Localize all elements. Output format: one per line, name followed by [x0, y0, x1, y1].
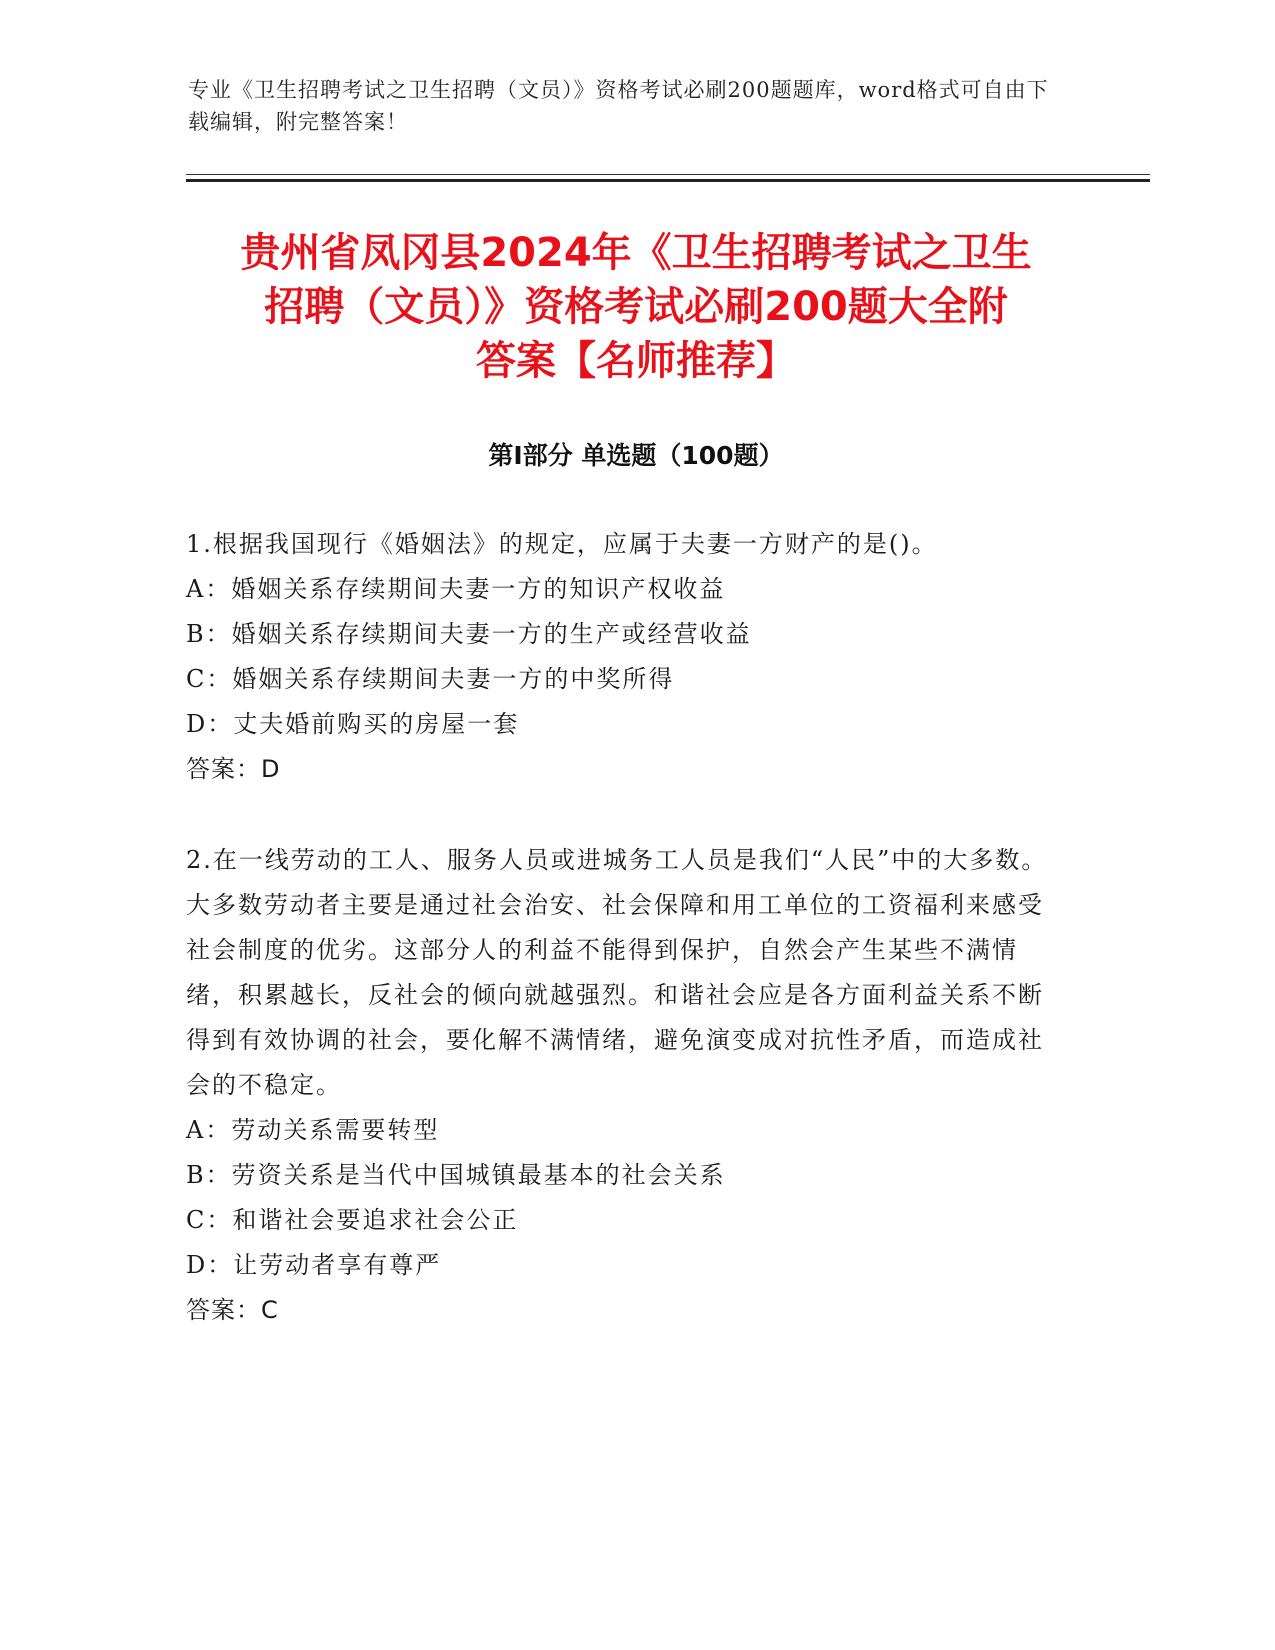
option-d: D：丈夫婚前购买的房屋一套 [186, 710, 520, 738]
section-title: 第Ⅰ部分 单选题（100题） [488, 441, 784, 470]
question-stem: 1.根据我国现行《婚姻法》的规定，应属于夫妻一方财产的是()。 [186, 530, 938, 558]
option-a: A：婚姻关系存续期间夫妻一方的知识产权收益 [186, 575, 726, 603]
option-b: B：劳资关系是当代中国城镇最基本的社会关系 [186, 1161, 726, 1189]
document-title-line-1: 贵州省凤冈县2024年《卫生招聘考试之卫生 [240, 230, 1032, 276]
document-title-line-3: 答案【名师推荐】 [476, 338, 796, 384]
answer: 答案：D [186, 755, 281, 783]
option-b: B：婚姻关系存续期间夫妻一方的生产或经营收益 [186, 620, 752, 648]
option-c: C：和谐社会要追求社会公正 [186, 1206, 519, 1234]
answer: 答案：C [186, 1296, 279, 1324]
header-divider-thin [186, 174, 1150, 175]
option-a: A：劳动关系需要转型 [186, 1116, 440, 1144]
question-2 [186, 838, 1066, 1333]
option-d: D：让劳动者享有尊严 [186, 1251, 442, 1279]
document-title-line-2: 招聘（文员）》资格考试必刷200题大全附 [264, 284, 1008, 330]
document-title [186, 226, 1086, 388]
question-1 [186, 522, 1066, 792]
header-note: 专业《卫生招聘考试之卫生招聘（文员）》资格考试必刷200题题库，word格式可自由下载编辑，附完整答案！ [188, 78, 1049, 134]
option-c: C：婚姻关系存续期间夫妻一方的中奖所得 [186, 665, 675, 693]
header-divider-thick [186, 179, 1150, 182]
question-stem: 2.在一线劳动的工人、服务人员或进城务工人员是我们“人民”中的大多数。大多数劳动者主要是通过社会治安、社会保障和用工单位的工资福利来感受社会制度的优劣。这部分人的利益不能得到保护，自然会产生某些不满情绪，积累越长，反社会的倾向就越强烈。和谐社会应是各方面利益关系不断得到有效协调的社会，要化解不满情绪，避免演变成对抗性矛盾，而造成社会的不稳定。 [186, 846, 1048, 1099]
